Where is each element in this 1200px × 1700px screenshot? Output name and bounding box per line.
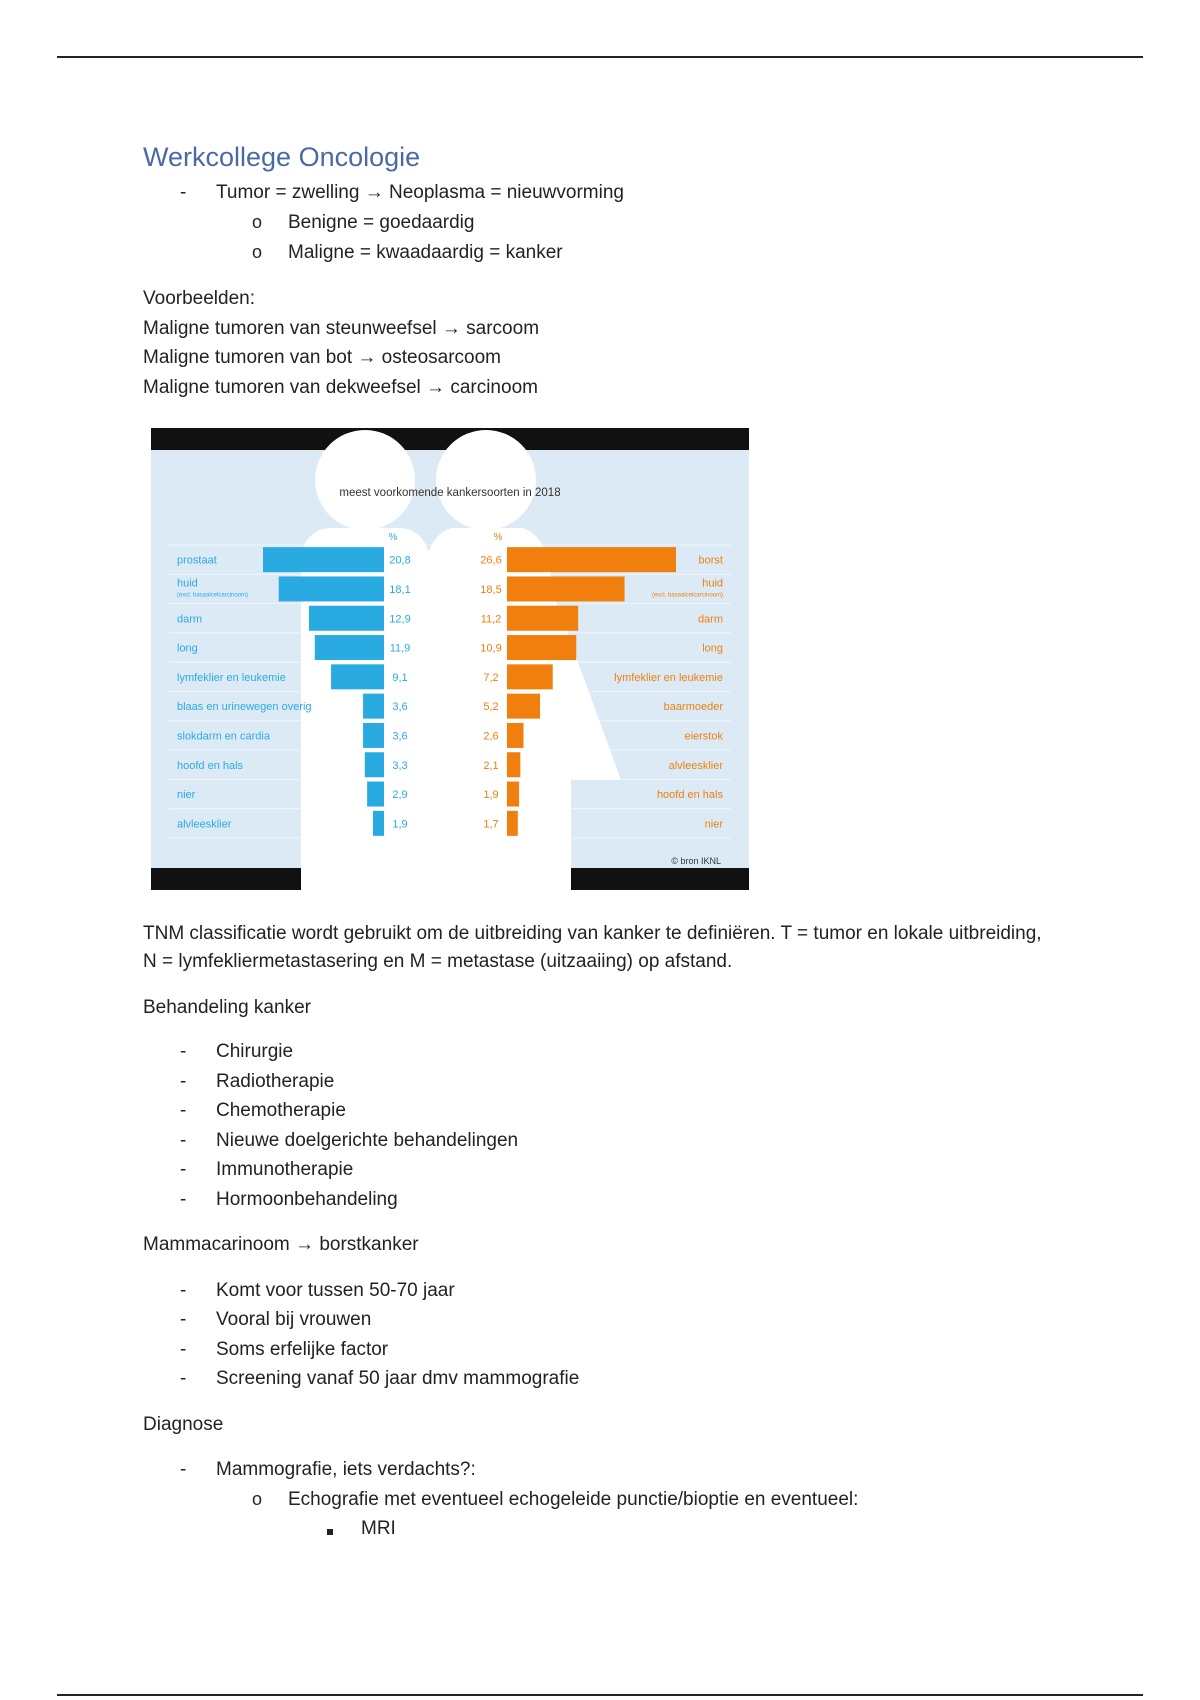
dash-bullet: -: [180, 1041, 187, 1062]
female-unit-label: %: [493, 532, 503, 543]
treatment-heading: Behandeling kanker: [143, 997, 311, 1018]
male-value-label: 11,9: [389, 642, 411, 655]
chart-source: © bron IKNL: [671, 856, 721, 866]
male-bar: [279, 576, 384, 601]
diagnose-bullet: Mammografie, iets verdachts?:: [216, 1459, 476, 1480]
female-figure-head: [436, 430, 536, 530]
female-bar: [507, 576, 625, 601]
dash-bullet: -: [180, 1071, 187, 1092]
intro-sub-item: Maligne = kwaadaardig = kanker: [288, 242, 563, 263]
mamma-item: Soms erfelijke factor: [216, 1339, 389, 1360]
female-value-label: 26,6: [480, 554, 502, 567]
male-bar: [309, 606, 384, 631]
male-value-label: 9,1: [392, 671, 408, 684]
female-category-label: baarmoeder: [663, 701, 723, 714]
treatment-item: Immunotherapie: [216, 1159, 354, 1180]
treatment-item: Radiotherapie: [216, 1071, 335, 1092]
female-category-label: lymfeklier en leukemie: [614, 671, 723, 684]
male-category-note: (excl. basaalcelcarcinoom): [177, 592, 249, 599]
dash-bullet: -: [180, 1100, 187, 1121]
male-bar: [331, 664, 384, 689]
male-bar: [363, 694, 384, 719]
female-value-label: 7,2: [483, 671, 499, 684]
female-bar: [507, 752, 520, 777]
page-title: Werkcollege Oncologie: [143, 142, 421, 172]
male-bar: [373, 811, 384, 836]
example-line: Maligne tumoren van dekweefsel → carcinoom: [143, 377, 538, 398]
female-category-label: borst: [698, 554, 723, 567]
mamma-item: Komt voor tussen 50-70 jaar: [216, 1280, 455, 1301]
male-value-label: 18,1: [389, 583, 411, 596]
dash-bullet: -: [180, 1280, 187, 1301]
circle-bullet: o: [252, 212, 263, 232]
female-bar: [507, 547, 676, 572]
female-bar: [507, 723, 524, 748]
female-category-label: huid: [702, 577, 723, 590]
male-unit-label: %: [388, 532, 398, 543]
mamma-item: Screening vanaf 50 jaar dmv mammografie: [216, 1368, 580, 1389]
male-value-label: 1,9: [392, 818, 408, 831]
female-value-label: 5,2: [483, 701, 499, 714]
female-value-label: 1,9: [483, 789, 499, 802]
female-category-label: darm: [697, 613, 723, 626]
female-category-label: nier: [704, 818, 723, 831]
male-category-label: slokdarm en cardia: [177, 730, 270, 743]
male-figure-head: [315, 430, 415, 530]
male-category-label: prostaat: [177, 554, 217, 567]
male-category-label: blaas en urinewegen overig: [177, 701, 312, 714]
treatment-item: Chemotherapie: [216, 1100, 346, 1121]
dash-bullet: -: [180, 1459, 187, 1480]
male-value-label: 3,6: [392, 701, 408, 714]
dash-bullet: -: [180, 1159, 187, 1180]
male-bar: [263, 547, 384, 572]
diagnose-heading: Diagnose: [143, 1414, 224, 1435]
diagnose-sub-item: Echografie met eventueel echogeleide punctie/bioptie en eventueel:: [288, 1489, 859, 1510]
example-line: Maligne tumoren van bot → osteosarcoom: [143, 347, 502, 368]
male-value-label: 3,3: [392, 759, 408, 772]
male-category-label: darm: [177, 613, 203, 626]
male-bar: [363, 723, 384, 748]
mamma-heading: Mammacarinoom → borstkanker: [143, 1234, 419, 1255]
male-bar: [367, 782, 384, 807]
female-bar: [507, 782, 519, 807]
male-category-label: alvleesklier: [177, 818, 232, 831]
male-category-label: hoofd en hals: [177, 759, 244, 772]
circle-bullet: o: [252, 1489, 263, 1509]
intro-sub-item: Benigne = goedaardig: [288, 212, 475, 233]
intro-bullet: Tumor = zwelling → Neoplasma = nieuwvorming: [216, 182, 624, 203]
male-value-label: 12,9: [389, 613, 411, 626]
female-category-label: hoofd en hals: [656, 789, 723, 802]
examples-heading: Voorbeelden:: [143, 288, 255, 309]
example-line: Maligne tumoren van steunweefsel → sarcoom: [143, 318, 540, 339]
dash-bullet: -: [180, 182, 187, 203]
bottom-rule: [57, 1694, 1143, 1696]
chart-title: meest voorkomende kankersoorten in 2018: [339, 487, 561, 499]
square-bullet: [327, 1529, 333, 1535]
diagnose-subsub-item: MRI: [361, 1518, 396, 1539]
female-value-label: 18,5: [480, 583, 502, 596]
male-category-label: huid: [177, 577, 198, 590]
male-value-label: 2,9: [392, 789, 408, 802]
male-category-label: long: [177, 642, 198, 655]
male-category-label: nier: [177, 789, 196, 802]
tnm-paragraph: TNM classificatie wordt gebruikt om de uitbreiding van kanker te definiëren. T = tumor en lokale uitbreiding, N = lymfekliermetastasering en M = metastase (uitzaaiing) op afstand.: [143, 923, 1042, 972]
female-category-label: long: [702, 642, 723, 655]
female-bar: [507, 664, 553, 689]
treatment-item: Nieuwe doelgerichte behandelingen: [216, 1130, 519, 1151]
top-rule: [57, 56, 1143, 58]
female-category-note: (excl. basaalcelcarcinoom): [651, 592, 723, 599]
treatment-item: Chirurgie: [216, 1041, 294, 1062]
treatment-item: Hormoonbehandeling: [216, 1189, 398, 1210]
circle-bullet: o: [252, 242, 263, 262]
male-category-label: lymfeklier en leukemie: [177, 671, 286, 684]
dash-bullet: -: [180, 1189, 187, 1210]
female-value-label: 11,2: [480, 613, 502, 626]
male-bar: [315, 635, 384, 660]
dash-bullet: -: [180, 1309, 187, 1330]
female-category-label: eierstok: [684, 730, 723, 743]
female-value-label: 1,7: [483, 818, 499, 831]
cancer-incidence-chart: [151, 428, 749, 890]
mamma-item: Vooral bij vrouwen: [216, 1309, 372, 1330]
dash-bullet: -: [180, 1368, 187, 1389]
male-value-label: 20,8: [389, 554, 411, 567]
male-value-label: 3,6: [392, 730, 408, 743]
female-value-label: 2,1: [483, 759, 499, 772]
female-category-label: alvleesklier: [668, 759, 723, 772]
dash-bullet: -: [180, 1130, 187, 1151]
female-bar: [507, 606, 578, 631]
dash-bullet: -: [180, 1339, 187, 1360]
female-value-label: 10,9: [480, 642, 502, 655]
female-bar: [507, 694, 540, 719]
female-bar: [507, 811, 518, 836]
male-bar: [365, 752, 384, 777]
female-bar: [507, 635, 576, 660]
female-value-label: 2,6: [483, 730, 499, 743]
